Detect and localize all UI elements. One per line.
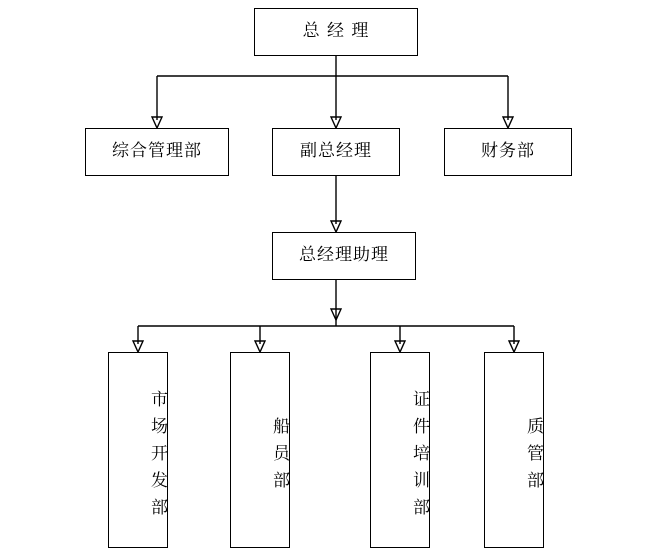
node-label: 船员部: [269, 416, 289, 498]
node-general-manager: [254, 8, 418, 56]
node-general-admin-dept: [85, 128, 229, 176]
node-crew-dept: [230, 352, 290, 548]
node-label: 财务部: [481, 141, 535, 162]
node-label: 总经理助理: [299, 245, 389, 266]
node-market-development-dept: [108, 352, 168, 548]
node-gm-assistant: [272, 232, 416, 280]
node-certificate-training-dept: [370, 352, 430, 548]
node-finance-dept: [444, 128, 572, 176]
node-label: 市场开发部: [147, 389, 167, 525]
node-label: 副总经理: [300, 141, 372, 162]
node-label: 证件培训部: [409, 389, 429, 525]
node-deputy-general-manager: [272, 128, 400, 176]
node-quality-management-dept: [484, 352, 544, 548]
node-label: 总 经 理: [302, 21, 370, 42]
node-label: 综合管理部: [112, 141, 202, 162]
node-label: 质管部: [523, 416, 543, 498]
